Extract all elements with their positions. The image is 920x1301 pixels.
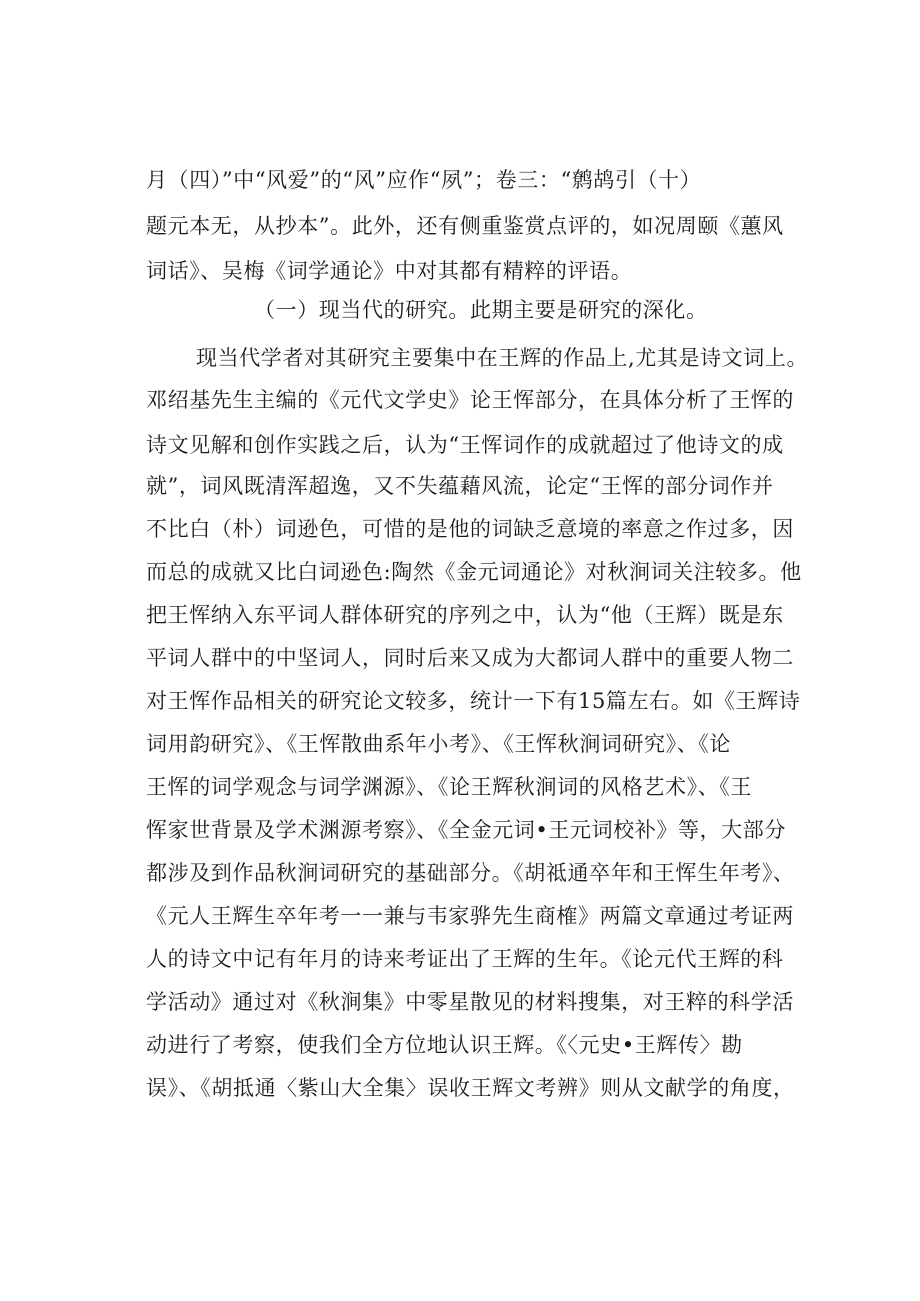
text-line-9: 不比白（朴）词逊色，可惜的是他的词缺乏意境的率意之作过多，因 — [146, 517, 794, 541]
text-line-22: 误》、《胡抵通〈紫山大全集〉误收王辉文考辨》则从文献学的角度， — [146, 1076, 795, 1100]
text-line-5: 现当代学者对其研究主要集中在王辉的作品上,尤其是诗文词上。 — [196, 346, 809, 370]
text-line-19: 人的诗文中记有年月的诗来考证出了王辉的生年。《论元代王辉的科 — [146, 947, 784, 971]
text-line-3: 词话》、吴梅《词学通论》中对其都有精粹的评语。 — [146, 259, 633, 283]
section-heading: （一）现当代的研究。此期主要是研究的深化。 — [254, 298, 708, 322]
text-line-6: 邓绍基先生主编的《元代文学史》论王恽部分，在具体分析了王恽的 — [146, 388, 794, 412]
text-line-2: 题元本无，从抄本”。此外，还有侧重鉴赏点评的，如况周颐《蕙风 — [146, 214, 784, 238]
text-line-13: 对王恽作品相关的研究论文较多，统计一下有15篇左右。如《王辉诗 — [146, 689, 801, 713]
text-line-20: 学活动》通过对《秋涧集》中零星散见的材料搜集，对王粹的科学活 — [146, 990, 794, 1014]
text-line-11: 把王恽纳入东平词人群体研究的序列之中，认为“他（王辉）既是东 — [146, 603, 784, 627]
text-line-17: 都涉及到作品秋涧词研究的基础部分。《胡祗通卒年和王恽生年考》、 — [146, 861, 795, 885]
text-line-1: 月（四）”中“风爱”的“风”应作“夙”；卷三：“鹩鸪引（十） — [146, 168, 702, 192]
text-line-16: 恽家世背景及学术渊源考察》、《全金元词•王元词校补》等，大部分 — [146, 818, 786, 842]
text-line-18: 《元人王辉生卒年考一一兼与韦家骅先生商榷》两篇文章通过考证两 — [146, 904, 794, 928]
text-line-7: 诗文见解和创作实践之后，认为“王恽词作的成就超过了他诗文的成 — [146, 433, 784, 457]
text-line-14: 词用韵研究》、《王恽散曲系年小考》、《王恽秋涧词研究》、《论 — [146, 732, 731, 756]
text-line-21: 动进行了考察，使我们全方位地认识王辉。《〈元史•王辉传〉勘 — [146, 1033, 743, 1057]
text-line-10: 而总的成就又比白词逊色:陶然《金元词通论》对秋涧词关注较多。他 — [146, 560, 802, 584]
text-line-15: 王恽的词学观念与词学渊源》、《论王辉秋涧词的风格艺术》、《王 — [146, 775, 752, 799]
text-line-12: 平词人群中的中坚词人，同时后来又成为大都词人群中的重要人物二 — [146, 646, 794, 670]
text-line-8: 就”，词风既清浑超逸，又不失蕴藉风流，论定“王恽的部分词作并 — [146, 474, 774, 498]
